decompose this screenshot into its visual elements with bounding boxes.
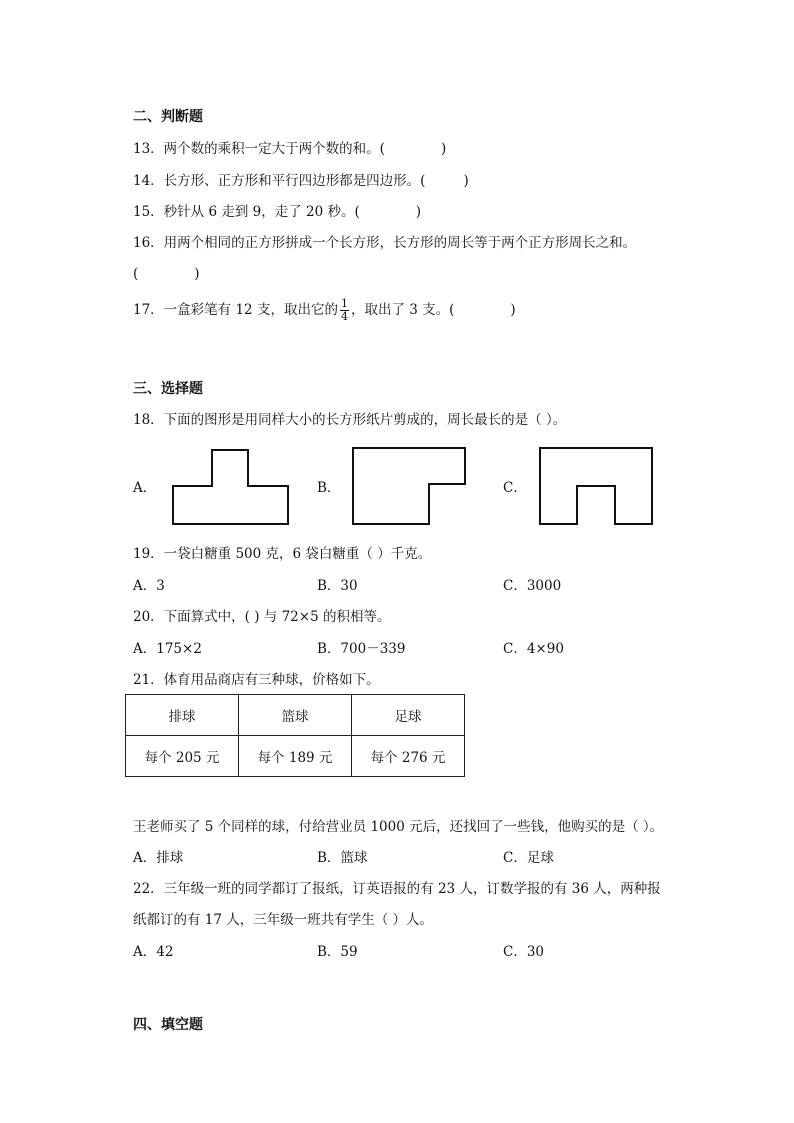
shape-arch-figure [537, 446, 655, 526]
ball-price-table [125, 694, 465, 777]
q21-option-b[interactable]: B．篮球 [317, 850, 368, 866]
option-c-label[interactable]: C． [503, 480, 527, 496]
fraction-one-quarter: $\frac{1}{4}$ [340, 297, 348, 323]
q22-option-c[interactable]: C．30 [503, 944, 545, 960]
question-15: 15．秒针从 6 走到 9，走了 20 秒。( ) [133, 204, 422, 220]
q22-option-a[interactable]: A．42 [133, 944, 174, 960]
question-19: 19．一袋白糖重 500 克，6 袋白糖重（ ）千克。 [133, 546, 432, 562]
option-b-label[interactable]: B． [317, 480, 341, 496]
question-13: 13．两个数的乘积一定大于两个数的和。( ) [133, 141, 447, 157]
question-18: 18．下面的图形是用同样大小的长方形纸片剪成的，周长最长的是（ ）。 [133, 412, 567, 428]
shape-l-figure [350, 446, 468, 526]
question-16: 16．用两个相同的正方形拼成一个长方形，长方形的周长等于两个正方形周长之和。 [133, 235, 637, 251]
question-21: 21．体育用品商店有三种球，价格如下。 [133, 672, 380, 688]
q19-option-b[interactable]: B．30 [317, 578, 358, 594]
question-21-text: 王老师买了 5 个同样的球，付给营业员 1000 元后，还找回了一些钱，他购买的是（ ）。 [133, 819, 664, 835]
table-cell-football-price: 每个 276 元 [352, 736, 465, 777]
table-cell-volleyball-price: 每个 205 元 [126, 736, 239, 777]
table-cell-basketball-price: 每个 189 元 [239, 736, 352, 777]
table-header-basketball: 篮球 [239, 695, 352, 736]
question-14: 14．长方形、正方形和平行四边形都是四边形。( ) [133, 173, 469, 189]
q20-option-c[interactable]: C．4×90 [503, 641, 564, 657]
section-title-fill-blank: 四、填空题 [133, 1017, 203, 1033]
question-17: 17．一盒彩笔有 12 支，取出它的 $\frac{1}{4}$ ，取出了 3 支。( ) [133, 297, 516, 323]
question-16-answer: ( ) [133, 266, 200, 282]
q21-option-c[interactable]: C．足球 [503, 850, 554, 866]
q20-option-a[interactable]: A．175×2 [133, 641, 202, 657]
table-header-volleyball: 排球 [126, 695, 239, 736]
table-row [126, 695, 465, 736]
table-header-football: 足球 [352, 695, 465, 736]
q21-option-a[interactable]: A．排球 [133, 850, 184, 866]
q19-option-c[interactable]: C．3000 [503, 578, 562, 594]
option-a-label[interactable]: A． [133, 480, 157, 496]
question-22-line-1: 22．三年级一班的同学都订了报纸，订英语报的有 23 人，订数学报的有 36 人，两种报 [133, 881, 661, 897]
q19-option-a[interactable]: A．3 [133, 578, 165, 594]
section-title-choice: 三、选择题 [133, 381, 203, 397]
question-20: 20．下面算式中，( ) 与 72×5 的积相等。 [133, 609, 391, 625]
question-22-line-2: 纸都订的有 17 人，三年级一班共有学生（ ）人。 [133, 912, 434, 928]
q22-option-b[interactable]: B．59 [317, 944, 358, 960]
shape-t-figure [170, 448, 290, 526]
q20-option-b[interactable]: B．700－339 [317, 641, 406, 657]
table-row [126, 736, 465, 777]
section-title-judgement: 二、判断题 [133, 109, 203, 125]
